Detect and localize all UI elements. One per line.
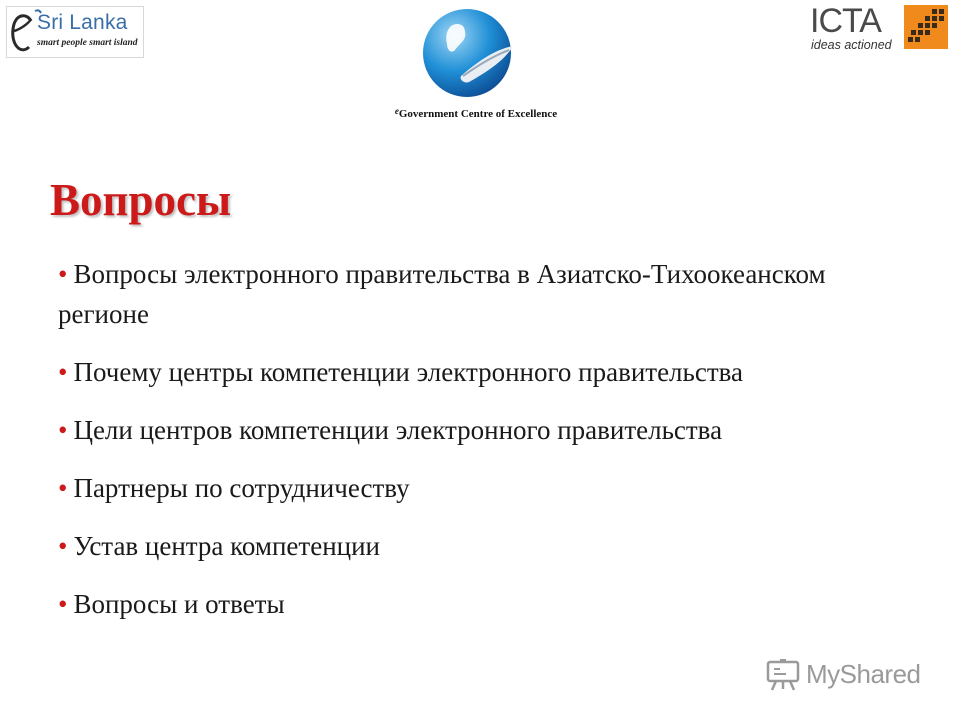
egov-caption-prefix: e [394,106,399,116]
bullet-text: Устав центра компетенции [73,531,380,561]
bullet-dot-icon: • [58,531,68,561]
egov-caption [0,108,952,120]
bullet-list [58,254,918,642]
bullet-dot-icon: • [58,589,68,619]
bullet-text: Цели центров компетенции электронного правительства [73,415,723,445]
icta-logo [808,2,952,54]
bullet-item [58,352,918,392]
esrilanka-tagline: smart people smart island [37,38,138,48]
icta-tagline: ideas actioned [811,38,892,52]
bullet-text: Вопросы и ответы [73,589,285,619]
bullet-dot-icon: • [58,415,68,445]
esrilanka-logo [6,6,144,58]
egov-globe-logo [421,6,515,100]
esrilanka-name: Sri Lanka [37,11,128,34]
myshared-watermark [766,657,926,693]
watermark-text: MyShared [806,659,921,689]
bullet-item [58,584,918,624]
bullet-text: Партнеры по сотрудничеству [73,473,410,503]
bullet-dot-icon: • [58,473,68,503]
bullet-item [58,526,918,566]
bullet-dot-icon: • [58,357,68,387]
bullet-item [58,410,918,450]
bullet-text: Почему центры компетенции электронного правительства [73,357,743,387]
presentation-board-icon [766,659,800,691]
icta-name: ICTA [810,2,881,40]
slide-title: Вопросы [50,175,232,225]
icta-grid-icon [904,5,948,49]
bullet-text: Вопросы электронного правительства в Азиатско-Тихоокеанском регионе [58,259,826,329]
bullet-dot-icon: • [58,259,68,289]
bullet-item [58,254,918,334]
bullet-item [58,468,918,508]
egov-caption-text: Government Centre of Excellence [398,108,558,120]
